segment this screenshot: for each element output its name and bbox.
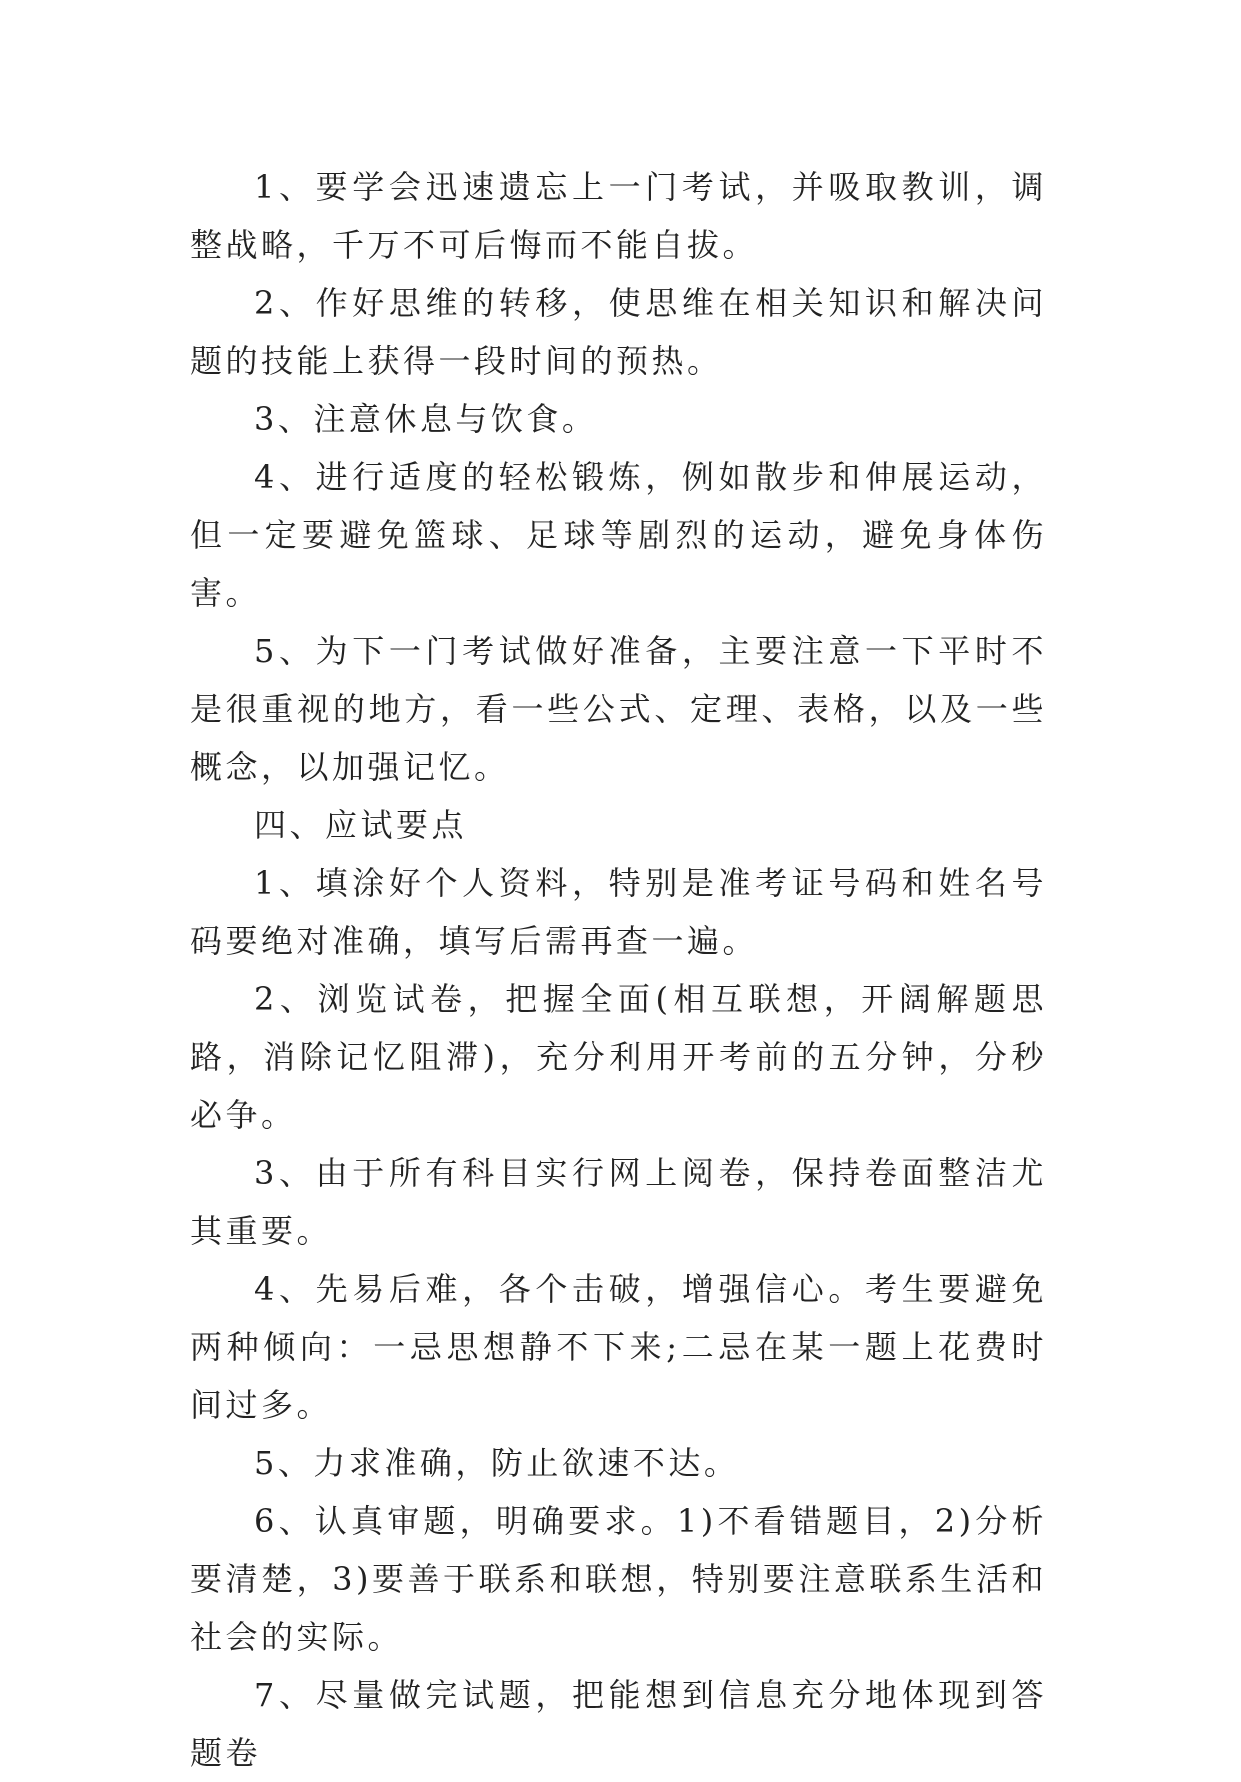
paragraph: 2、浏览试卷，把握全面(相互联想，开阔解题思路，消除记忆阻滞)，充分利用开考前的五分钟，分秒必争。 [190,980,1047,1134]
paragraph: 1、要学会迅速遗忘上一门考试，并吸取教训，调整战略，千万不可后悔而不能自拔。 [190,168,1047,264]
paragraph: 2、作好思维的转移，使思维在相关知识和解决问题的技能上获得一段时间的预热。 [190,284,1047,380]
paragraph: 4、进行适度的轻松锻炼，例如散步和伸展运动，但一定要避免篮球、足球等剧烈的运动，避免身体伤害。 [190,458,1047,612]
paragraph: 5、为下一门考试做好准备，主要注意一下平时不是很重视的地方，看一些公式、定理、表格，以及一些概念，以加强记忆。 [190,632,1047,786]
paragraph: 7、尽量做完试题，把能想到信息充分地体现到答题卷 [190,1676,1047,1772]
paragraph: 4、先易后难，各个击破，增强信心。考生要避免两种倾向：一忌思想静不下来;二忌在某一题上花费时间过多。 [190,1270,1047,1424]
paragraph: 3、由于所有科目实行网上阅卷，保持卷面整洁尤其重要。 [190,1154,1047,1250]
paragraph: 5、力求准确，防止欲速不达。 [254,1444,740,1482]
paragraph: 1、填涂好个人资料，特别是准考证号码和姓名号码要绝对准确，填写后需再查一遍。 [190,864,1047,960]
section-heading: 四、应试要点 [254,806,468,844]
paragraph: 6、认真审题，明确要求。1)不看错题目，2)分析要清楚，3)要善于联系和联想，特别要注意联系生活和社会的实际。 [190,1502,1047,1656]
paragraph: 3、注意休息与饮食。 [254,400,598,438]
document-body [190,158,1047,1782]
